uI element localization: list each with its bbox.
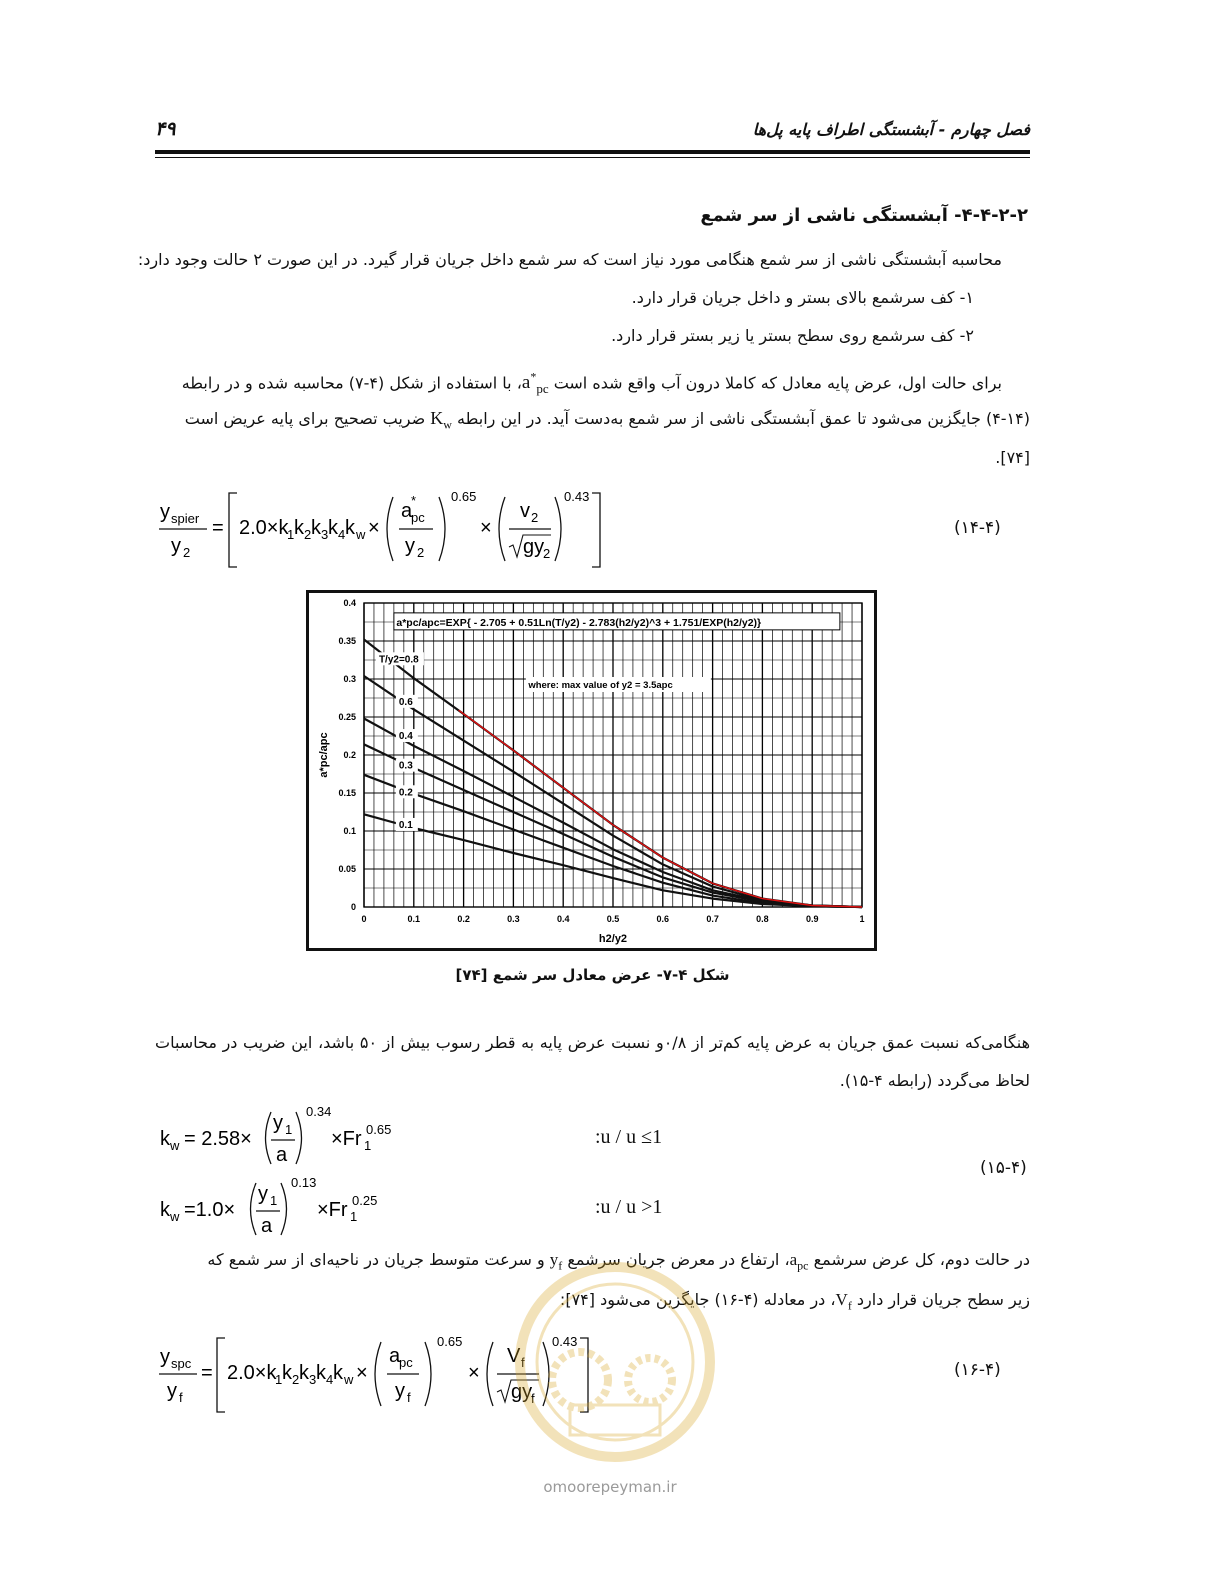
intro-text: محاسبه آبشستگی ناشی از سر شمع هنگامی مورد نیاز است که سر شمع داخل جریان قرار گیرد. در این صورت ۲ حالت وجود دارد:	[137, 250, 1002, 269]
svg-text:k: k	[282, 1362, 292, 1384]
svg-text:V: V	[507, 1345, 521, 1367]
annotation-text: where: max value of y2 = 3.5apc	[528, 680, 673, 691]
series-label: T/y2=0.8	[378, 654, 419, 666]
series-label: 0.6	[398, 696, 413, 708]
svg-text:0.13: 0.13	[291, 1175, 317, 1190]
svg-text:*: *	[411, 493, 417, 508]
x-tick-label: 0.2	[457, 914, 470, 924]
svg-text:2: 2	[531, 510, 539, 525]
header-rule-thick	[155, 150, 1030, 154]
para1-ref: [۷۴].	[995, 448, 1030, 467]
x-tick-label: 0.7	[706, 914, 719, 924]
svg-text:0.43: 0.43	[552, 1334, 578, 1349]
svg-text:k: k	[160, 1199, 170, 1221]
svg-text:y: y	[273, 1112, 283, 1134]
equation-number-14: (۱۴-۴)	[954, 518, 1001, 538]
y-tick-label: 0.35	[338, 636, 356, 646]
equation-15-4	[155, 1100, 675, 1240]
svg-text:=1.0×: =1.0×	[184, 1199, 236, 1221]
svg-text:w: w	[344, 1372, 354, 1387]
svg-text:1: 1	[285, 1122, 293, 1137]
svg-text:=: =	[201, 1362, 213, 1384]
svg-text:f: f	[407, 1390, 411, 1405]
svg-text:v: v	[520, 500, 530, 522]
y-tick-label: 0.1	[343, 826, 356, 836]
svg-text:2: 2	[543, 546, 551, 561]
svg-text:1: 1	[275, 1372, 283, 1387]
svg-text:k: k	[294, 517, 304, 539]
x-axis-label: h2/y2	[598, 933, 628, 945]
svg-text:y: y	[258, 1183, 268, 1205]
y-tick-label: 0.4	[343, 598, 356, 608]
svg-text:a: a	[276, 1144, 288, 1166]
para1-line2: (۴-۱۴) جایگزین می‌شود تا عمق آبشستگی ناشی از سر شمع به‌دست آید. در این رابطه $K_w$ ضریب تصحیح برای پایه عریض است	[184, 408, 1030, 432]
x-tick-label: 0.8	[756, 914, 769, 924]
symbol-yf: $y_f$	[549, 1250, 563, 1273]
svg-text:y: y	[405, 535, 415, 557]
svg-text:k: k	[328, 517, 338, 539]
equation-number-16: (۱۶-۴)	[954, 1360, 1001, 1380]
y-tick-label: 0	[350, 902, 356, 912]
svg-text:k: k	[316, 1362, 326, 1384]
svg-text:×: ×	[368, 517, 380, 539]
svg-text:y: y	[395, 1380, 405, 1402]
x-tick-label: 0	[361, 914, 367, 924]
svg-text:a: a	[389, 1345, 401, 1367]
symbol-a-star-pc: $a^*_{pc}$	[521, 370, 549, 397]
x-tick-label: 0.1	[407, 914, 421, 924]
y-tick-label: 0.15	[338, 788, 356, 798]
x-tick-label: 0.4	[556, 914, 570, 924]
svg-text:y: y	[160, 1346, 170, 1368]
svg-text:3: 3	[321, 527, 329, 542]
y-tick-label: 0.2	[343, 750, 356, 760]
y-tick-label: 0.05	[338, 864, 356, 874]
svg-text:k: k	[311, 517, 321, 539]
section-heading: ۴-۴-۲-۲- آبشستگی ناشی از سر شمع	[700, 205, 1028, 226]
svg-text:2: 2	[417, 545, 425, 560]
svg-text:pc: pc	[411, 510, 425, 525]
svg-text:spc: spc	[171, 1356, 192, 1371]
svg-text:f: f	[179, 1390, 183, 1405]
svg-text:gy: gy	[511, 1381, 533, 1403]
header-rule-thin	[155, 157, 1030, 158]
svg-text:0.65: 0.65	[451, 489, 477, 504]
para1-line1: برای حالت اول، عرض پایه معادل که کاملا درون آب واقع شده است $a^*_{pc}،$ با استفاده از شکل (۴-۷) محاسبه شده و در رابطه	[181, 370, 1002, 397]
svg-text:0.25: 0.25	[352, 1193, 378, 1208]
svg-text:0.65: 0.65	[366, 1122, 392, 1137]
svg-text:×Fr: ×Fr	[317, 1199, 348, 1221]
svg-text:2.0×k: 2.0×k	[227, 1362, 277, 1384]
svg-text:4: 4	[326, 1372, 334, 1387]
svg-text:2.0×k: 2.0×k	[239, 517, 289, 539]
figure-4-7-chart	[306, 590, 877, 951]
svg-text:spier: spier	[171, 511, 200, 526]
case-1: ۱- کف سرشمع بالای بستر و داخل جریان قرار دارد.	[631, 288, 974, 307]
x-tick-label: 0.6	[656, 914, 670, 924]
svg-text:y: y	[160, 501, 170, 523]
svg-text:k: k	[345, 517, 355, 539]
svg-text:4: 4	[338, 527, 346, 542]
chart-svg	[309, 593, 874, 948]
svg-text:×Fr: ×Fr	[331, 1128, 362, 1150]
svg-text:0.65: 0.65	[437, 1334, 463, 1349]
svg-text:1: 1	[270, 1193, 278, 1208]
svg-text:3: 3	[309, 1372, 317, 1387]
symbol-apc: $a_{pc}$	[789, 1250, 809, 1273]
chapter-title: فصل چهارم - آبشستگی اطراف پایه پل‌ها	[752, 120, 1030, 139]
symbol-kw: $K_w$	[430, 408, 452, 432]
paragraph-2: هنگامی‌که نسبت عمق جریان به عرض پایه کم‌تر از ۰/۸و نسبت عرض پایه به قطر رسوب بیش از ۵۰ باشد، این ضریب در محاسبات لحاظ می‌گردد (رابطه ۴-۱۵).	[155, 1033, 1031, 1090]
condition-1: :u / u ≤1	[595, 1126, 663, 1148]
svg-text:y: y	[167, 1380, 177, 1402]
x-tick-label: 1	[859, 914, 865, 924]
svg-text:gy: gy	[523, 536, 545, 558]
svg-text:pc: pc	[399, 1355, 413, 1370]
x-tick-label: 0.9	[805, 914, 819, 924]
svg-text:×: ×	[468, 1362, 480, 1384]
svg-text:0.43: 0.43	[564, 489, 590, 504]
svg-text:f: f	[521, 1355, 525, 1370]
series-label: 0.1	[398, 819, 413, 831]
equation-14-4	[155, 485, 625, 575]
x-tick-label: 0.5	[606, 914, 620, 924]
svg-text:×: ×	[480, 517, 492, 539]
figure-caption: شکل ۴-۷- عرض معادل سر شمع [۷۴]	[455, 966, 730, 984]
watermark-site: omoorepeyman.ir	[543, 1478, 677, 1496]
svg-text:k: k	[333, 1362, 343, 1384]
svg-text:2: 2	[183, 545, 191, 560]
svg-text:w: w	[356, 527, 366, 542]
symbol-vf: $V_f$	[835, 1290, 852, 1313]
series-label: 0.4	[398, 731, 413, 743]
svg-text:2: 2	[304, 527, 312, 542]
svg-text:k: k	[299, 1362, 309, 1384]
para3-line2: زیر سطح جریان قرار دارد $V_f،$ در معادله (۴-۱۶) جایگزین می‌شود [۷۴]:	[559, 1290, 1030, 1313]
page-number: ۴۹	[155, 118, 176, 140]
case-2: ۲- کف سرشمع روی سطح بستر یا زیر بستر قرار دارد.	[611, 326, 974, 345]
series-label: 0.3	[398, 760, 413, 772]
svg-text:a: a	[261, 1215, 273, 1237]
svg-text:y: y	[171, 535, 181, 557]
svg-text:1: 1	[364, 1138, 372, 1153]
y-tick-label: 0.25	[338, 712, 356, 722]
y-tick-label: 0.3	[343, 674, 356, 684]
x-tick-label: 0.3	[507, 914, 520, 924]
svg-text:0.34: 0.34	[306, 1104, 332, 1119]
y-axis-label: a*pc/apc	[318, 732, 330, 778]
svg-text:×: ×	[356, 1362, 368, 1384]
svg-text:1: 1	[287, 527, 295, 542]
condition-2: :u / u >1	[595, 1196, 663, 1218]
svg-text:= 2.58×: = 2.58×	[184, 1128, 252, 1150]
svg-text:1: 1	[350, 1209, 358, 1224]
svg-text:k: k	[160, 1128, 170, 1150]
svg-text:a: a	[401, 500, 413, 522]
para3-line1: در حالت دوم، کل عرض سرشمع $a_{pc}،$ ارتفاع در معرض جریان سرشمع $y_f$ و سرعت متوسط جریان در ناحیه‌ای از سر شمع که	[207, 1250, 1030, 1273]
series-label: 0.2	[398, 787, 413, 799]
svg-text:2: 2	[292, 1372, 300, 1387]
equation-number-15: (۱۵-۴)	[980, 1158, 1027, 1178]
watermark-logo	[510, 1255, 720, 1470]
svg-text:w: w	[170, 1209, 180, 1224]
svg-text:f: f	[531, 1391, 535, 1406]
formula-text: a*pc/apc=EXP{ - 2.705 + 0.51Ln(T/y2) - 2.783(h2/y2)^3 + 1.751/EXP(h2/y2)}	[396, 616, 762, 629]
svg-text:w: w	[170, 1138, 180, 1153]
svg-text:=: =	[212, 517, 224, 539]
